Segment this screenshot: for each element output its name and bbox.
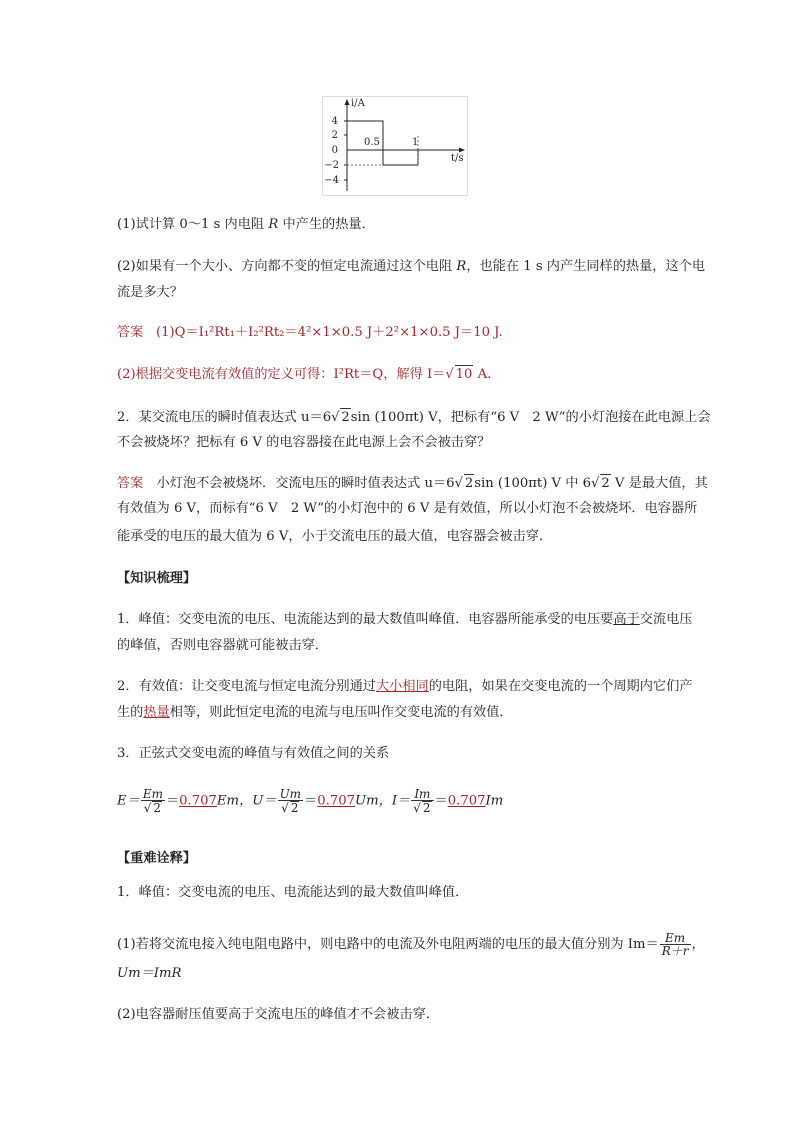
fraction: $\frac{Em}{√ 2}$ xyxy=(142,787,163,815)
problem-2-line-1: 2．某交流电压的瞬时值表达式 u＝6√ 2sin (100πt) V，把标有“6 V 2 W”的小灯泡接在此电源上会 xyxy=(117,410,711,425)
key-point-1: 1．峰值：交变电流的电压、电流能达到的最大数值叫峰值． xyxy=(117,885,469,900)
knowledge-2-line-2: 生的热量相等，则此恒定电流的电流与电压叫作交变电流的有效值． xyxy=(117,705,513,720)
knowledge-1-line-2: 的峰值，否则电容器就可能被击穿． xyxy=(117,638,328,653)
peak-rms-formula: E＝ $\frac{Em}{√ 2}$ ＝0.707Em，U＝ $\frac{Um}{√ 2}$ ＝0.707Um，I＝ $\frac{Im}{√ 2}$ ＝0.707Im xyxy=(117,787,504,815)
knowledge-1-line-1: 1．峰值：交变电流的电压、电流能达到的最大数值叫峰值．电容器所能承受的电压要高于交流电压 xyxy=(117,612,693,627)
key-point-1a-line-2: Um＝ImR xyxy=(117,966,182,981)
y-tick-label: −4 xyxy=(324,175,339,186)
sqrt-symbol: √ xyxy=(413,801,421,815)
sqrt-symbol: √ xyxy=(331,410,340,425)
y-tick-label: −2 xyxy=(324,160,339,171)
question-2-line-1: (2)如果有一个大小、方向都不变的恒定电流通过这个电阻 R，也能在 1 s 内产生同样的热量，这个电 xyxy=(117,259,706,274)
answer-2: (2)根据交变电流有效值的定义可得：I²Rt＝Q，解得 I＝√ 10 A. xyxy=(117,367,492,382)
section-title-knowledge: 【知识梳理】 xyxy=(117,571,197,586)
answer-label: 答案 xyxy=(117,476,144,491)
question-2-line-2: 流是多大？ xyxy=(117,285,183,300)
sqrt-symbol: √ xyxy=(591,476,600,491)
answer-3-line-2: 有效值为 6 V，而标有“6 V 2 W”的小灯泡中的 6 V 是有效值，所以小灯泡不会被烧坏．电容器所 xyxy=(117,501,698,516)
problem-2-line-2: 不会被烧坏？把标有 6 V 的电容器接在此电源上会不会被击穿？ xyxy=(117,435,491,450)
fraction: $\frac{Em}{R+r}$ xyxy=(661,931,689,958)
sqrt-symbol: √ xyxy=(143,801,152,815)
question-1: (1)试计算 0～1 s 内电阻 R 中产生的热量． xyxy=(117,217,375,232)
key-point-1a-line-1: (1)若将交流电接入纯电阻电路中，则电路中的电流及外电阻两端的电压的最大值分别为 Im＝ $\frac{Em}{R+r}$ ， xyxy=(117,931,705,958)
answer-3-line-3: 能承受的电压的最大值为 6 V，小于交流电压的最大值，电容器会被击穿． xyxy=(117,529,553,544)
key-point-1b: (2)电容器耐压值要高于交流电压的峰值才不会被击穿． xyxy=(117,1007,439,1022)
sqrt-symbol: √ xyxy=(454,476,463,491)
y-axis-label: i/A xyxy=(351,98,365,109)
answer-label: 答案 xyxy=(117,325,144,340)
x-axis-label: t/s xyxy=(451,153,464,164)
fraction: $\frac{Um}{√ 2}$ xyxy=(279,787,302,815)
current-time-graph xyxy=(322,96,468,196)
answer-1: 答案 (1)Q＝I₁²Rt₁＋I₂²Rt₂＝4²×1×0.5 J＋2²×1×0.5 J＝10 J. xyxy=(117,325,503,340)
fraction: $\frac{Im}{√ 2}$ xyxy=(411,788,433,814)
sqrt-symbol: √ xyxy=(445,367,454,382)
x-tick-label: 0.5 xyxy=(364,137,380,148)
y-tick-label: 4 xyxy=(331,116,338,127)
knowledge-2-line-1: 2．有效值：让交变电流与恒定电流分别通过大小相同的电阻，如果在交变电流的一个周期内它们产 xyxy=(117,679,693,694)
y-tick-label: 2 xyxy=(331,130,338,141)
sqrt-symbol: √ xyxy=(281,801,289,815)
y-tick-label: 0 xyxy=(331,145,338,156)
x-tick-label: 1 xyxy=(412,137,419,148)
section-title-key-points: 【重难诠释】 xyxy=(117,851,197,866)
answer-3-line-1: 答案 小灯泡不会被烧坏．交流电压的瞬时值表达式 u＝6√ 2sin (100πt) V 中 6√ 2 V 是最大值，其 xyxy=(117,476,708,491)
knowledge-3: 3．正弦式交变电流的峰值与有效值之间的关系 xyxy=(117,746,390,761)
